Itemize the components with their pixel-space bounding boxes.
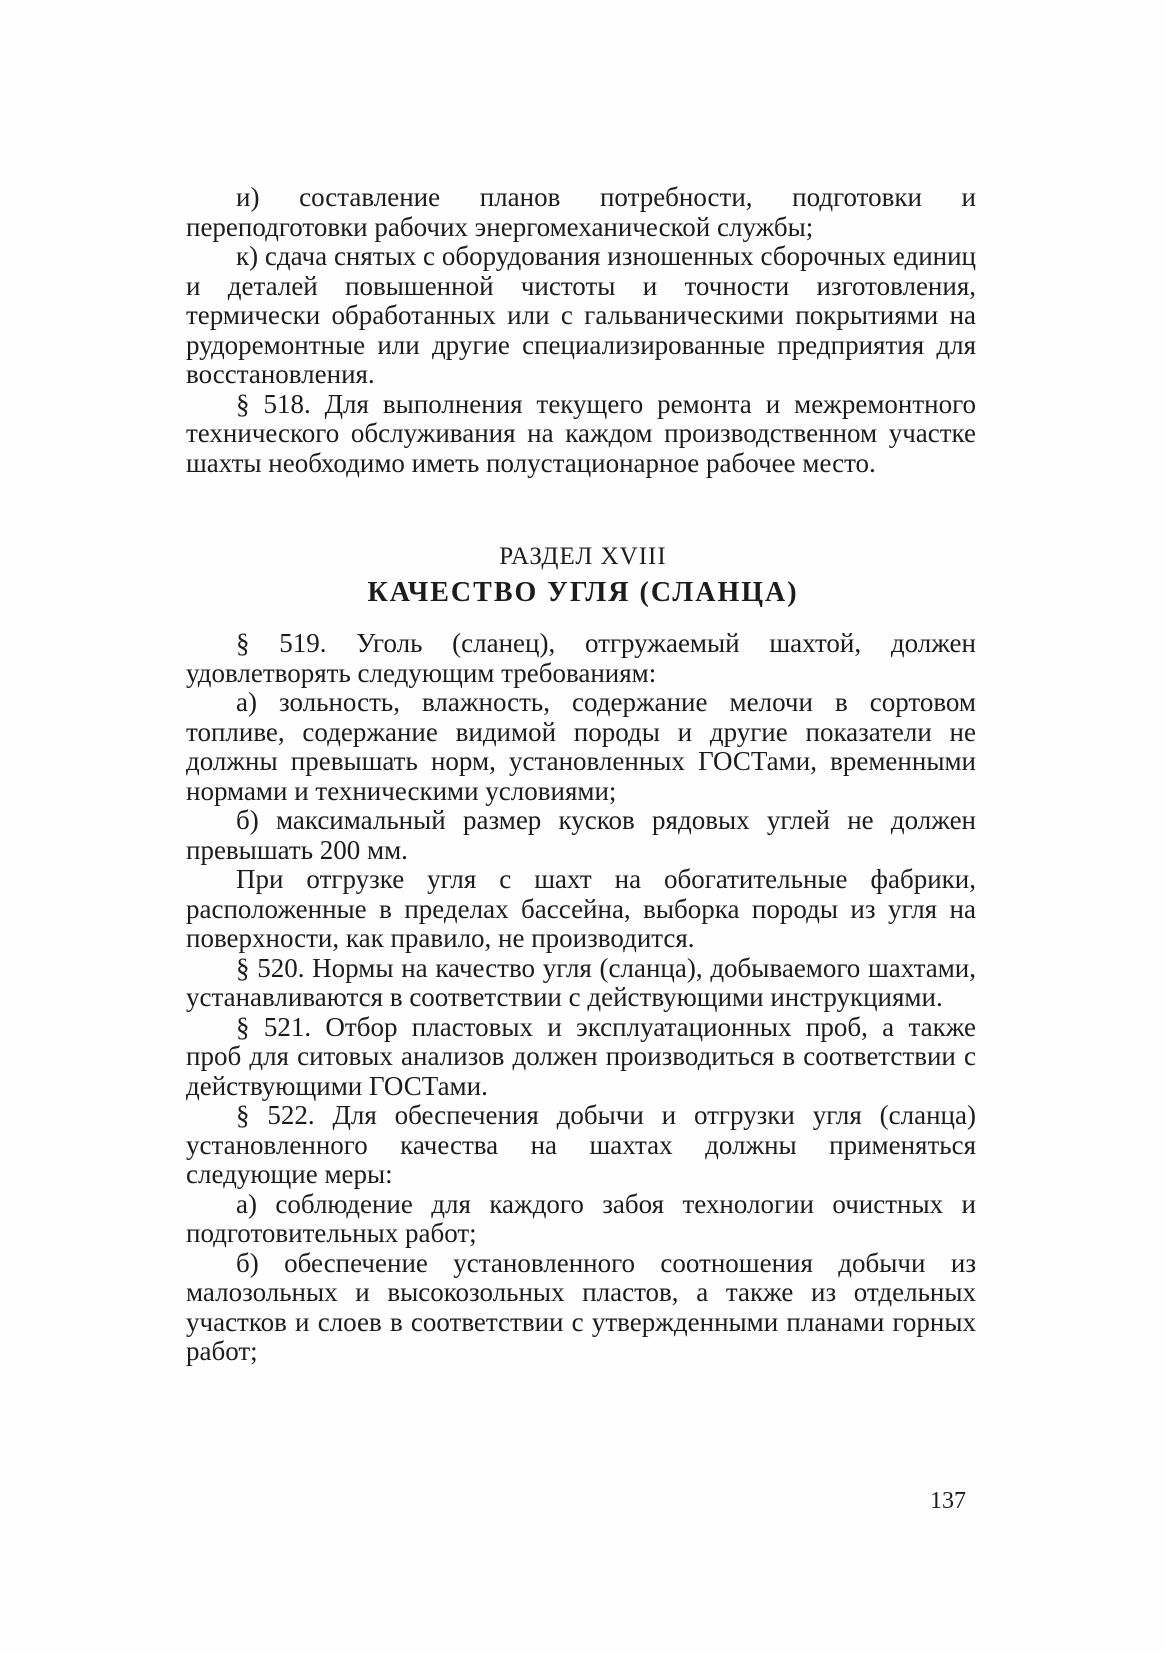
paragraph-520: § 520. Нормы на качество угля (сланца), добываемого шахтами, устанавливаются в соответствии с действующими инструкциями. — [186, 952, 976, 1012]
section-title: КАЧЕСТВО УГЛЯ (СЛАНЦА) — [367, 577, 799, 608]
page-number: 137 — [930, 1488, 966, 1514]
paragraph-519-b: б) максимальный размер кусков рядовых углей не должен превышать 200 мм. — [186, 805, 976, 865]
text-block-bottom — [186, 629, 976, 1367]
paragraph-item-i: и) составление планов потребности, подготовки и переподготовки рабочих энергомеханической службы; — [186, 182, 976, 242]
paragraph-519-note: При отгрузке угля с шахт на обогатительные фабрики, расположенные в пределах бассейна, выборка породы из угля на поверхности, как правило, не производится. — [186, 864, 976, 953]
paragraph-519-a: а) зольность, влажность, содержание мелочи в сортовом топливе, содержание видимой породы и другие показатели не должны превышать норм, установленных ГОСТами, временными нормами и техническими условиями; — [186, 687, 976, 806]
paragraph-522: § 522. Для обеспечения добычи и отгрузки угля (сланца) установленного качества на шахтах должны применяться следующие меры: — [186, 1100, 976, 1189]
section-label: РАЗДЕЛ XVIII — [499, 543, 667, 570]
paragraph-item-k: к) сдача снятых с оборудования изношенных сборочных единиц и деталей повышенной чистоты и точности изготовления, термически обработанных или с гальваническими покрытиями на рудоремонтные или другие специализированные предприятия для восстановления. — [186, 241, 976, 389]
paragraph-521: § 521. Отбор пластовых и эксплуатационных проб, а также проб для ситовых анализов должен производиться в соответствии с действующими ГОСТами. — [186, 1011, 976, 1101]
paragraph-518: § 518. Для выполнения текущего ремонта и межремонтного технического обслуживания на каждом производственном участке шахты необходимо иметь полустационарное рабочее место. — [186, 388, 976, 478]
paragraph-522-b: б) обеспечение установленного соотношения добычи из малозольных и высокозольных пластов, а также из отдельных участков и слоев в соответствии с утвержденными планами горных работ; — [186, 1247, 976, 1366]
text-block-top — [186, 183, 976, 478]
paragraph-522-a: а) соблюдение для каждого забоя технологии очистных и подготовительных работ; — [186, 1188, 976, 1248]
paragraph-519: § 519. Уголь (сланец), отгружаемый шахтой, должен удовлетворять следующим требованиям: — [186, 628, 976, 688]
